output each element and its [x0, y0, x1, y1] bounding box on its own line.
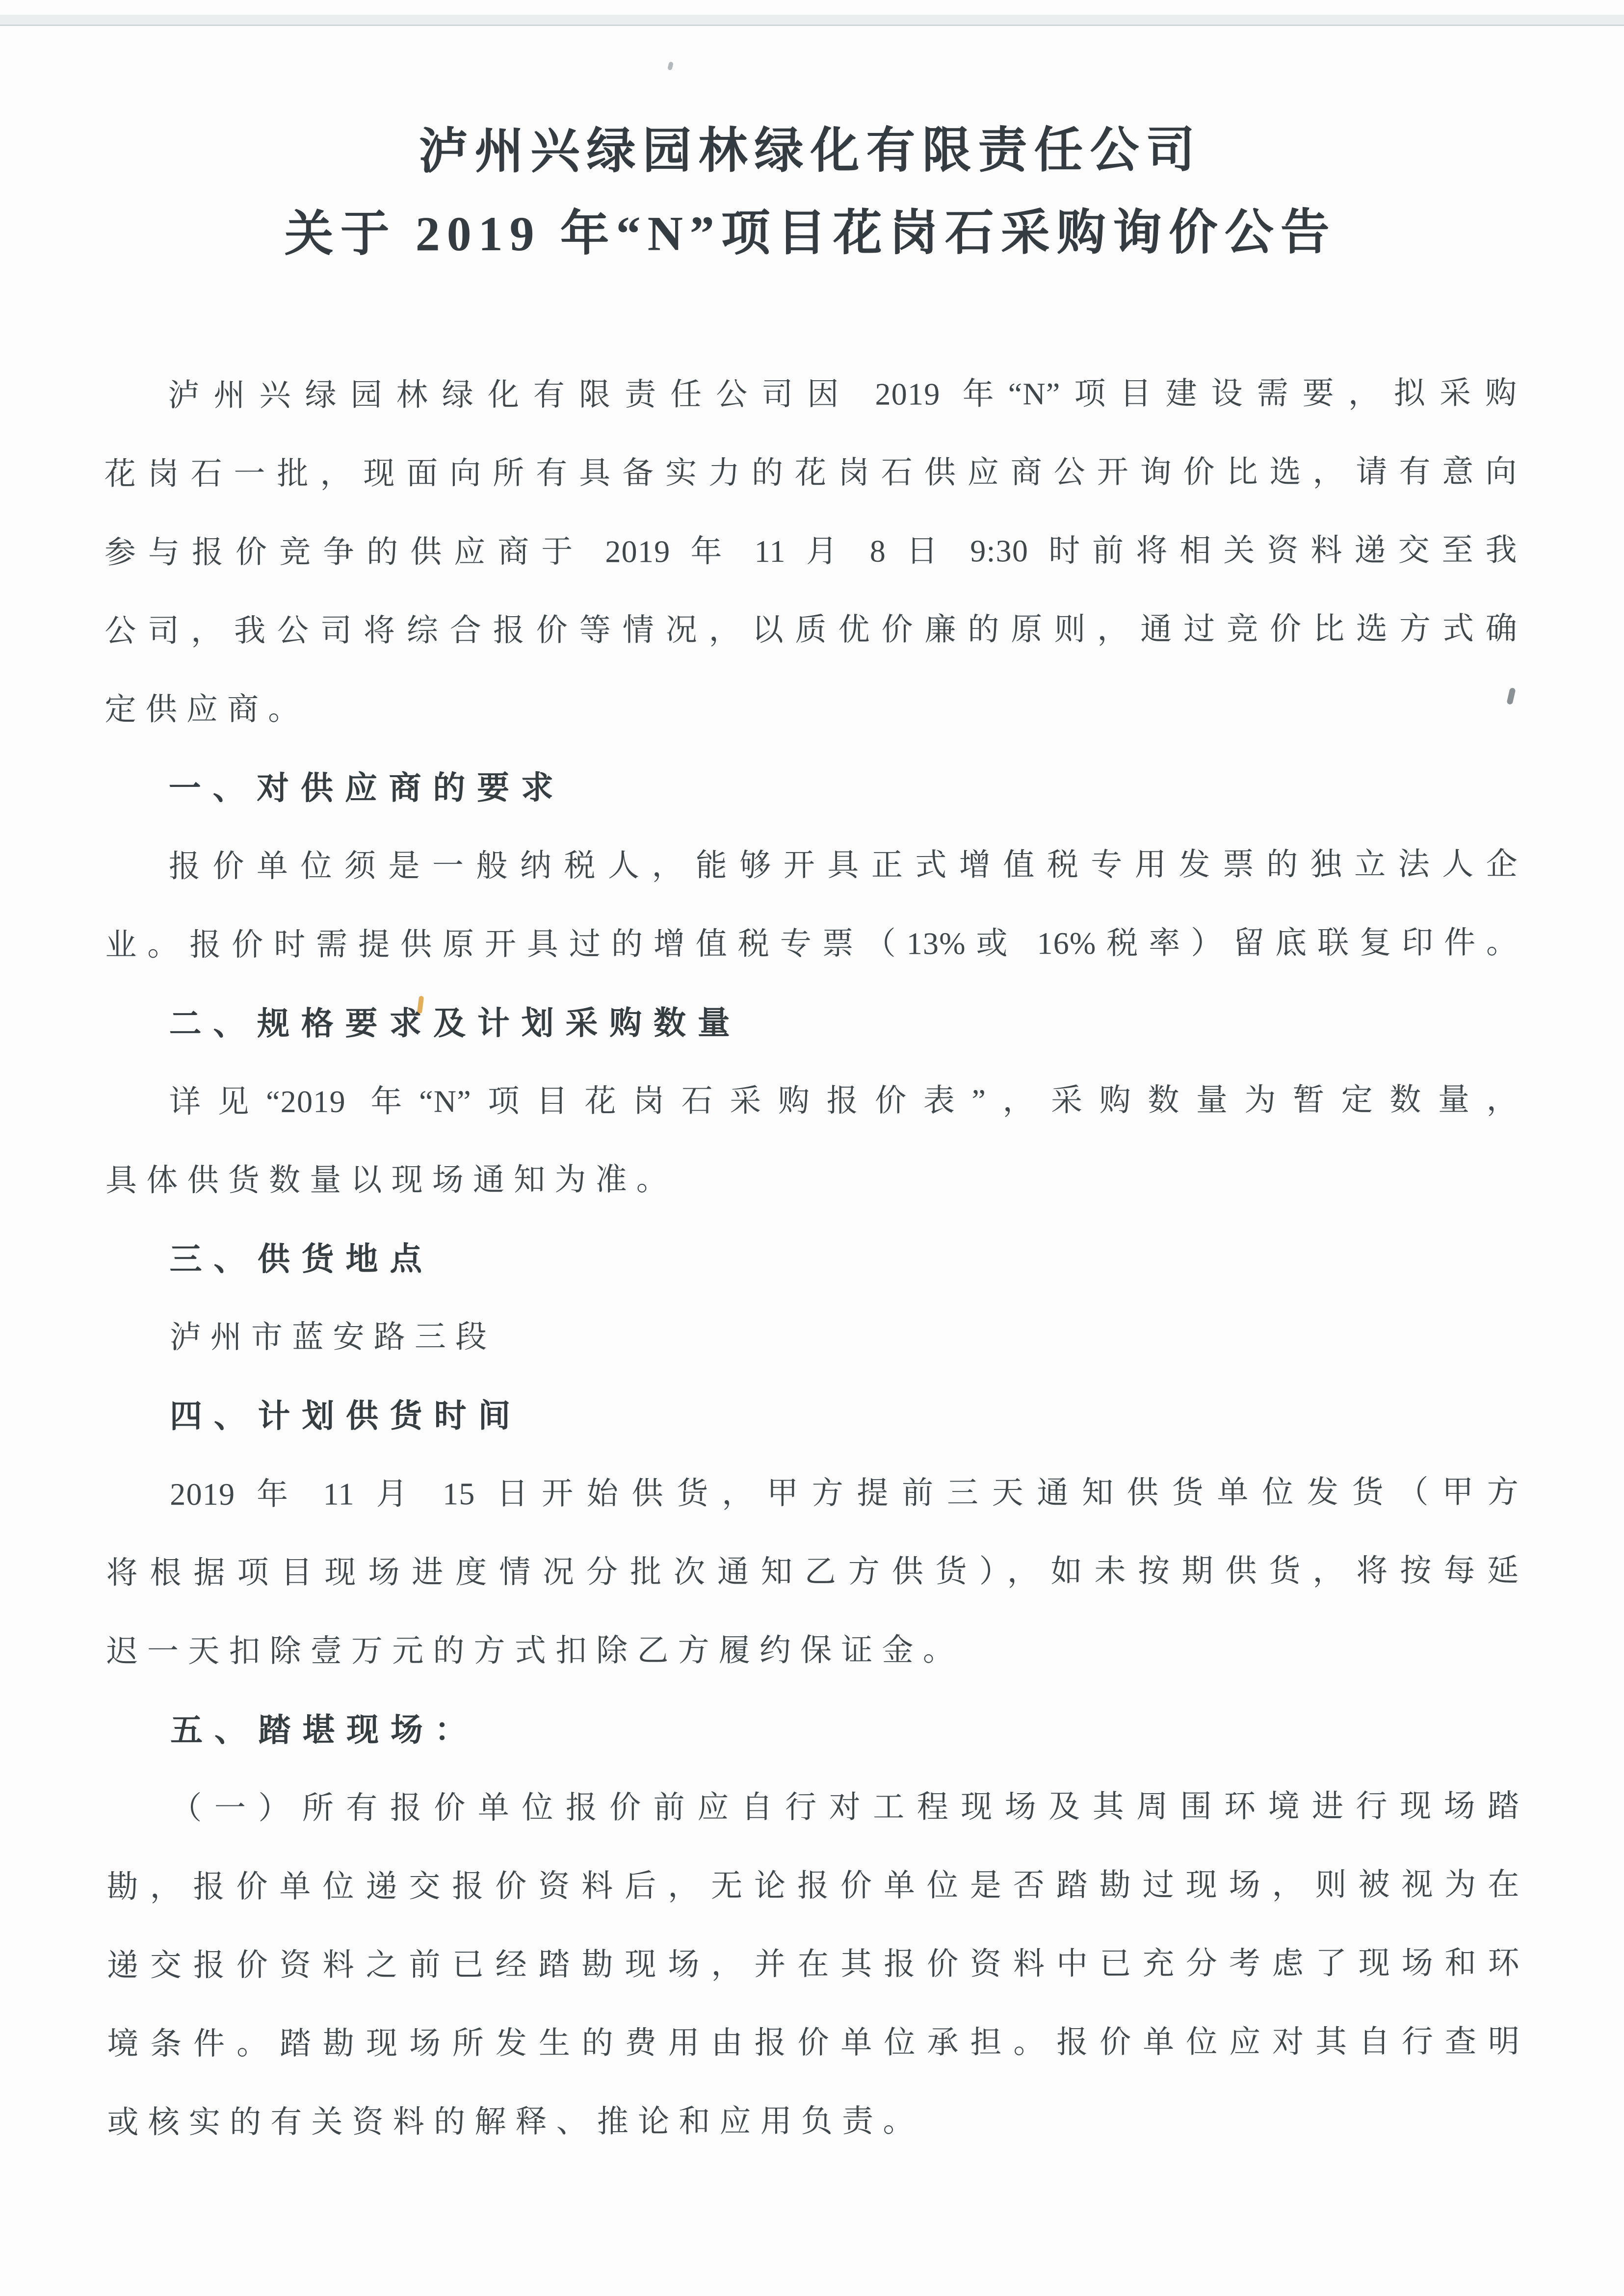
paragraph-line: 泸州市蓝安路三段: [169, 1319, 497, 1355]
section-heading-5: 五、踏堪现场：: [170, 1711, 479, 1748]
paragraph-line: 业。报价时需提供原开具过的增值税专票（13%或 16%税率）留底联复印件。: [105, 925, 1519, 963]
paragraph-line: 详见“2019 年“N”项目花岗石采购报价表”，采购数量为暂定数量，: [169, 1082, 1519, 1120]
section-heading-2: 二、规格要求及计划采购数量: [169, 1004, 742, 1042]
paragraph-line: 将根据项目现场进度情况分批次通知乙方供货），如未按期供货，将按每延: [106, 1553, 1519, 1591]
paragraph-line: 迟一天扣除壹万元的方式扣除乙方履约保证金。: [106, 1632, 964, 1669]
paragraph-line: 公司，我公司将综合报价等情况，以质优价廉的原则，通过竞价比选方式确: [105, 611, 1518, 649]
section-heading-4: 四、计划供货时间: [169, 1397, 523, 1435]
document-content: [104, 122, 1520, 2162]
document-body: [104, 354, 1520, 2162]
section-heading-1: 一、对供应商的要求: [168, 769, 565, 807]
document-title-line-2: 关于 2019 年“N”项目花岗石采购询价公告: [284, 205, 1336, 261]
paragraph-line: 勘，报价单位递交报价资料后，无论报价单位是否踏勘过现场，则被视为在: [106, 1867, 1520, 1905]
paragraph-line: 境条件。踏勘现场所发生的费用由报价单位承担。报价单位应对其自行查明: [107, 2024, 1520, 2061]
document-title-line-1: 泸州兴绿园林绿化有限责任公司: [419, 123, 1202, 179]
paragraph-line: 花岗石一批，现面向所有具备实力的花岗石供应商公开询价比选，请有意向: [104, 454, 1518, 492]
paragraph-line: （一）所有报价单位报价前应自行对工程现场及其周围环境进行现场踏: [170, 1788, 1520, 1826]
scanner-edge-band: [0, 15, 1624, 26]
paragraph-line: 2019 年 11 月 15 日开始供货，甲方提前三天通知供货单位发货（甲方: [170, 1474, 1519, 1512]
paragraph-line: 递交报价资料之前已经踏勘现场，并在其报价资料中已充分考虑了现场和环: [106, 1945, 1520, 1983]
scan-speck-dot: [667, 61, 674, 71]
paragraph-line: 具体供货数量以现场通知为准。: [105, 1162, 678, 1198]
paragraph-line: 泸州兴绿园林绿化有限责任公司因 2019 年“N”项目建设需要，拟采购: [168, 375, 1518, 413]
paragraph-line: 报价单位须是一般纳税人，能够开具正式增值税专用发票的独立法人企: [168, 846, 1519, 884]
paragraph-line: 参与报价竞争的供应商于 2019 年 11 月 8 日 9:30 时前将相关资料递交至我: [104, 532, 1518, 570]
paragraph-line: 或核实的有关资料的解释、推论和应用负责。: [107, 2103, 924, 2140]
paragraph-line: 定供应商。: [105, 691, 309, 727]
section-heading-3: 三、供货地点: [169, 1240, 434, 1278]
